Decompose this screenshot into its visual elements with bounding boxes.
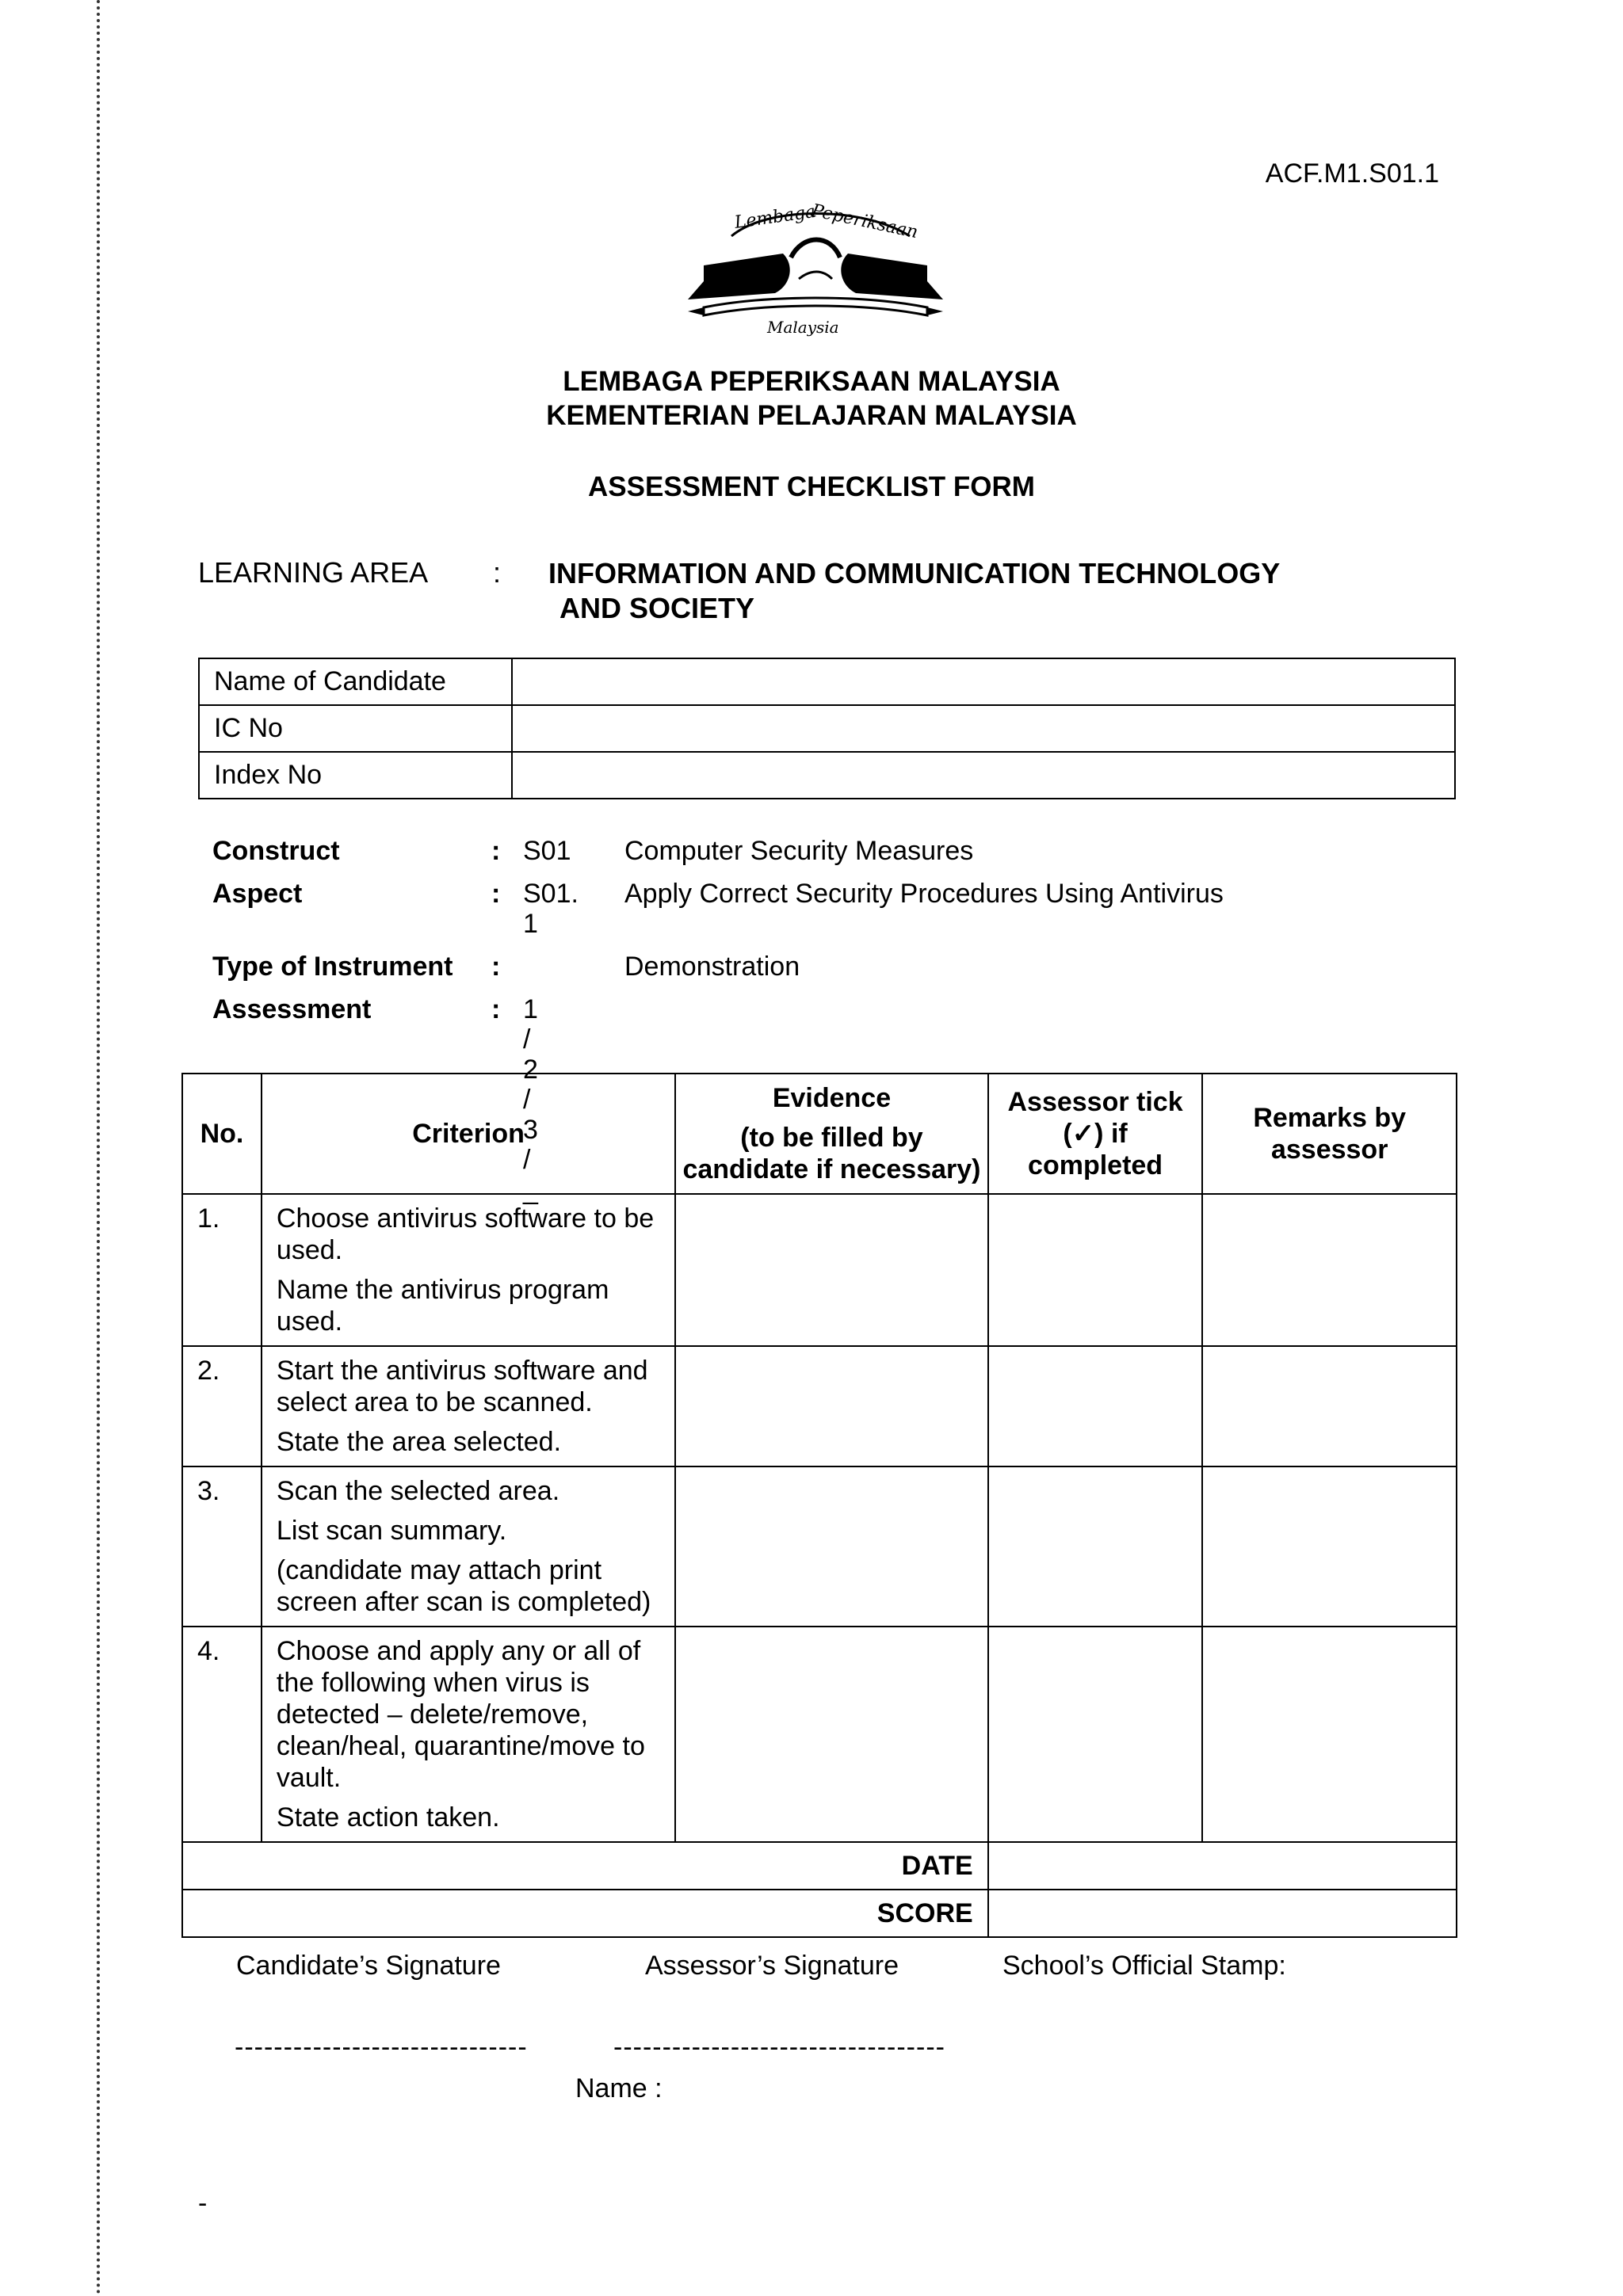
tick-header-line1: Assessor tick (1007, 1087, 1183, 1117)
table-row (182, 1466, 1457, 1627)
row-number: 2. (182, 1346, 262, 1466)
svg-text:Lembaga: Lembaga (733, 201, 817, 233)
checklist-header-row (182, 1074, 1457, 1194)
examination-board-logo (672, 190, 959, 337)
tick-header-line3: completed (1028, 1150, 1163, 1180)
assessor-tick-cell[interactable] (988, 1627, 1203, 1842)
remarks-header-line2: assessor (1270, 1135, 1388, 1165)
footer-mark: - (198, 2188, 208, 2218)
assessment-colon: : (491, 994, 501, 1024)
remarks-header (1202, 1074, 1457, 1194)
criterion-line: State the area selected. (276, 1427, 562, 1457)
candidate-details-table (198, 658, 1456, 799)
aspect-code-line2: 1 (523, 909, 538, 939)
learning-area-value-line2: AND SOCIETY (559, 592, 755, 624)
learning-area-value (548, 556, 1280, 626)
ministry-name: KEMENTERIAN PELAJARAN MALAYSIA (546, 400, 1077, 431)
remarks-cell[interactable] (1202, 1194, 1457, 1346)
organization-name: LEMBAGA PEPERIKSAAN MALAYSIA (563, 366, 1060, 397)
binding-margin-line (97, 0, 100, 2296)
index-no-row (199, 752, 1455, 799)
assessment-label: Assessment (212, 994, 372, 1024)
learning-area-value-line1: INFORMATION AND COMMUNICATION TECHNOLOGY (548, 557, 1281, 589)
score-field[interactable] (988, 1890, 1457, 1937)
school-stamp-label: School’s Official Stamp: (1002, 1951, 1286, 1981)
instrument-label: Type of Instrument (212, 952, 453, 982)
row-number: 3. (182, 1466, 262, 1627)
table-row (182, 1194, 1457, 1346)
criteria-checklist-table (181, 1073, 1457, 1938)
remarks-cell[interactable] (1202, 1627, 1457, 1842)
construct-value: Computer Security Measures (624, 836, 974, 866)
assessor-tick-cell[interactable] (988, 1466, 1203, 1627)
assessor-tick-cell[interactable] (988, 1346, 1203, 1466)
criterion-line: Name the antivirus program used. (276, 1275, 609, 1337)
criterion-cell (262, 1194, 675, 1346)
aspect-colon: : (491, 879, 501, 909)
date-label: DATE (182, 1842, 988, 1890)
assessor-tick-cell[interactable] (988, 1194, 1203, 1346)
learning-area-colon: : (493, 556, 502, 589)
assessment-value: 1 / 2 / 3 / _ (523, 994, 538, 1205)
assessor-name-label: Name : (575, 2073, 663, 2103)
evidence-header (675, 1074, 987, 1194)
criterion-line: List scan summary. (276, 1516, 507, 1546)
criterion-cell (262, 1466, 675, 1627)
candidate-signature-line[interactable]: ------------------------------ (235, 2032, 528, 2062)
score-row (182, 1890, 1457, 1937)
criterion-line: (candidate may attach print screen after scan is completed) (276, 1555, 651, 1617)
aspect-code-line1: S01. (523, 879, 579, 909)
assessor-signature-line[interactable]: ---------------------------------- (613, 2032, 945, 2062)
row-number: 1. (182, 1194, 262, 1346)
table-row (182, 1627, 1457, 1842)
evidence-cell[interactable] (675, 1194, 987, 1346)
assessor-tick-header (988, 1074, 1203, 1194)
svg-text:Malaysia: Malaysia (767, 318, 839, 337)
construct-label: Construct (212, 836, 340, 866)
evidence-cell[interactable] (675, 1466, 987, 1627)
score-label: SCORE (182, 1890, 988, 1937)
criterion-header: Criterion (262, 1074, 675, 1194)
remarks-cell[interactable] (1202, 1466, 1457, 1627)
criterion-line: Start the antivirus software and select area to be scanned. (276, 1356, 648, 1417)
criterion-line: Scan the selected area. (276, 1476, 560, 1506)
aspect-label: Aspect (212, 879, 303, 909)
remarks-cell[interactable] (1202, 1346, 1457, 1466)
criterion-cell (262, 1627, 675, 1842)
form-title: ASSESSMENT CHECKLIST FORM (588, 471, 1035, 502)
instrument-value: Demonstration (624, 952, 800, 982)
no-header: No. (182, 1074, 262, 1194)
ic-no-label: IC No (199, 705, 512, 752)
evidence-cell[interactable] (675, 1627, 987, 1842)
candidate-name-row (199, 658, 1455, 705)
learning-area-label: LEARNING AREA (198, 556, 429, 589)
criterion-line: State action taken. (276, 1802, 500, 1833)
evidence-header-line2: (to be filled by (740, 1123, 923, 1153)
svg-text:Peperiksaan: Peperiksaan (809, 200, 920, 243)
date-row (182, 1842, 1457, 1890)
construct-code: S01 (523, 836, 571, 866)
ic-no-row (199, 705, 1455, 752)
evidence-cell[interactable] (675, 1346, 987, 1466)
evidence-header-line3: candidate if necessary) (682, 1154, 981, 1184)
tick-header-line2: (✓) if (1063, 1119, 1128, 1149)
candidate-signature-label: Candidate’s Signature (236, 1951, 501, 1981)
table-row (182, 1346, 1457, 1466)
criterion-line: Choose antivirus software to be used. (276, 1203, 655, 1265)
index-no-label: Index No (199, 752, 512, 799)
row-number: 4. (182, 1627, 262, 1842)
aspect-code (523, 879, 579, 939)
remarks-header-line1: Remarks by (1253, 1103, 1407, 1133)
criterion-line: Choose and apply any or all of the following when virus is detected – delete/remove, clean/heal, quarantine/move to vault. (276, 1636, 645, 1793)
instrument-colon: : (491, 952, 501, 982)
index-no-field[interactable] (512, 752, 1455, 799)
evidence-header-line1: Evidence (772, 1083, 892, 1113)
criterion-cell (262, 1346, 675, 1466)
document-code: ACF.M1.S01.1 (1265, 158, 1439, 189)
date-field[interactable] (988, 1842, 1457, 1890)
construct-colon: : (491, 836, 501, 866)
aspect-value: Apply Correct Security Procedures Using Antivirus (624, 879, 1224, 909)
assessor-signature-label: Assessor’s Signature (645, 1951, 899, 1981)
candidate-name-field[interactable] (512, 658, 1455, 705)
candidate-name-label: Name of Candidate (199, 658, 512, 705)
ic-no-field[interactable] (512, 705, 1455, 752)
